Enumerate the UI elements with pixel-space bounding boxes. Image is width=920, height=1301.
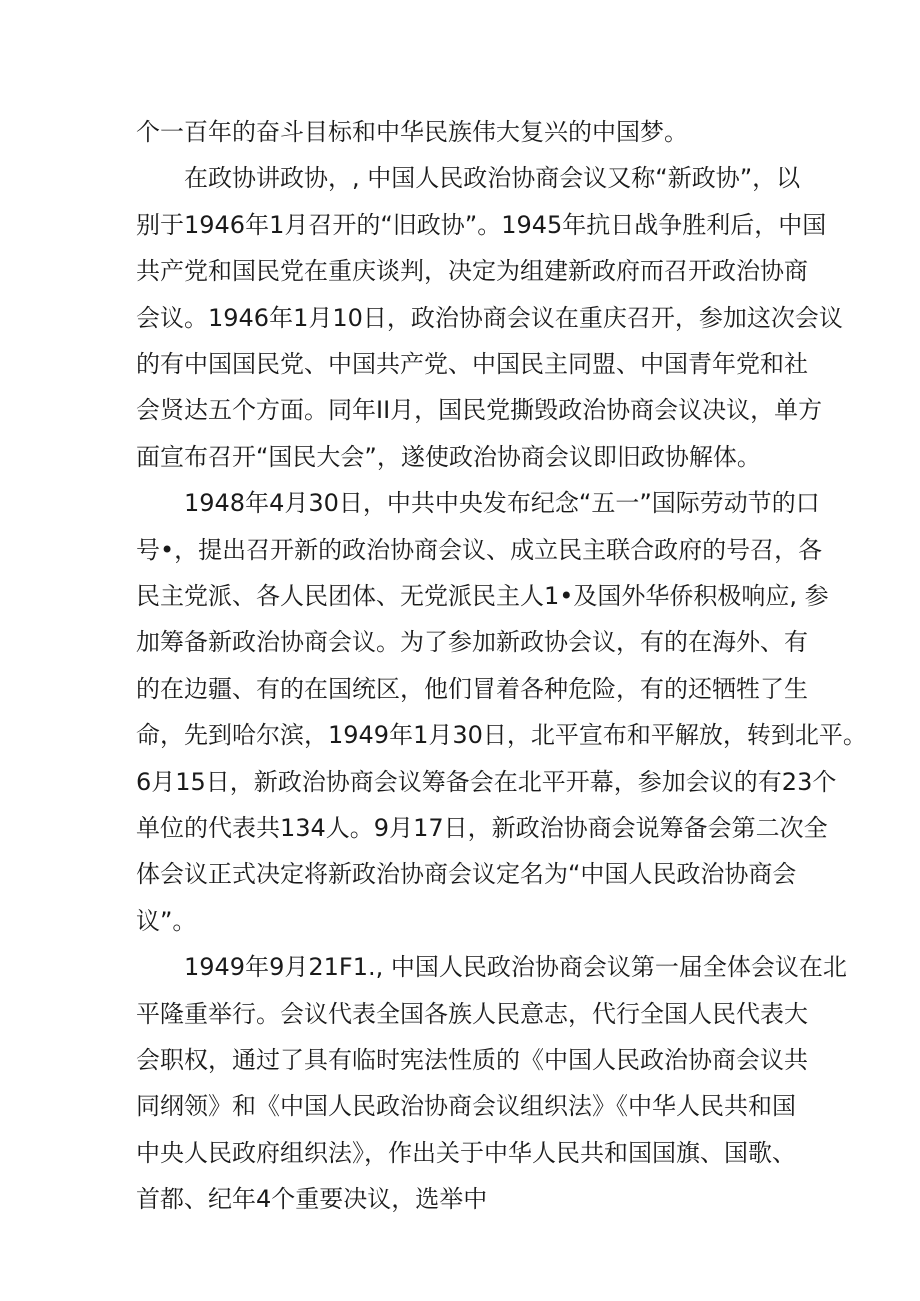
text-line: 会职权，通过了具有临时宪法性质的《中国人民政治协商会议共 [136,1046,808,1074]
text-line: 议”。 [136,906,197,935]
paragraph-first-line: 1948年4月30日，中共中央发布纪念“五一”国际劳动节的口 [184,489,820,518]
text-line: 6月15日，新政治协商会议筹备会在北平开幕，参加会议的有23个 [136,767,837,796]
paragraph-first-line: 1949年9月21F1., 中国人民政治协商会议第一届全体会议在北 [184,953,847,982]
text-line: 号•，提出召开新的政治协商会议、成立民主联合政府的号召，各 [136,535,823,564]
text-line: 中央人民政府组织法》，作出关于中华人民共和国国旗、国歌、 [136,1138,796,1167]
text-line: 的在边疆、有的在国统区，他们冒着各种危险，有的还牺牲了生 [136,674,808,703]
text-line: 会贤达五个方面。同年II月，国民党撕毁政治协商会议决议，单方 [136,396,823,425]
text-line: 体会议正式决定将新政治协商会议定名为“中国人民政治协商会 [136,860,797,889]
text-line: 平隆重举行。会议代表全国各族人民意志，代行全国人民代表大 [136,999,808,1028]
text-line: 会议。1946年1月10日，政治协商会议在重庆召开，参加这次会议 [136,303,843,332]
text-line: 面宣布召开“国民大会”，遂使政治协商会议即旧政协解体。 [136,442,761,471]
text-line: 的有中国国民党、中国共产党、中国民主同盟、中国青年党和社 [136,350,808,378]
text-line: 共产党和国民党在重庆谈判，决定为组建新政府而召开政治协商 [136,257,808,286]
text-line: 同纲领》和《中国人民政治协商会议组织法》《中华人民共和国 [136,1092,796,1121]
paragraph-first-line: 在政协讲政协，, 中国人民政治协商会议又称“新政协”，以 [184,164,801,193]
text-line: 民主党派、各人民团体、无党派民主人1•及国外华侨积极响应, 参 [136,582,829,610]
text-line: 别于1946年1月召开的“旧政协”。1945年抗日战争胜利后，中国 [136,210,827,239]
text-line: 个一百年的奋斗目标和中华民族伟大复兴的中国梦。 [136,118,688,146]
text-line: 首都、纪年4个重要决议，选举中 [136,1185,488,1214]
text-line: 命，先到哈尔滨，1949年1月30日，北平宣布和平解放，转到北平。 [136,721,867,750]
text-line: 单位的代表共134人。9月17日，新政治协商会说筹备会第二次全 [136,814,828,842]
text-line: 加筹备新政治协商会议。为了参加新政协会议，有的在海外、有 [136,628,808,657]
